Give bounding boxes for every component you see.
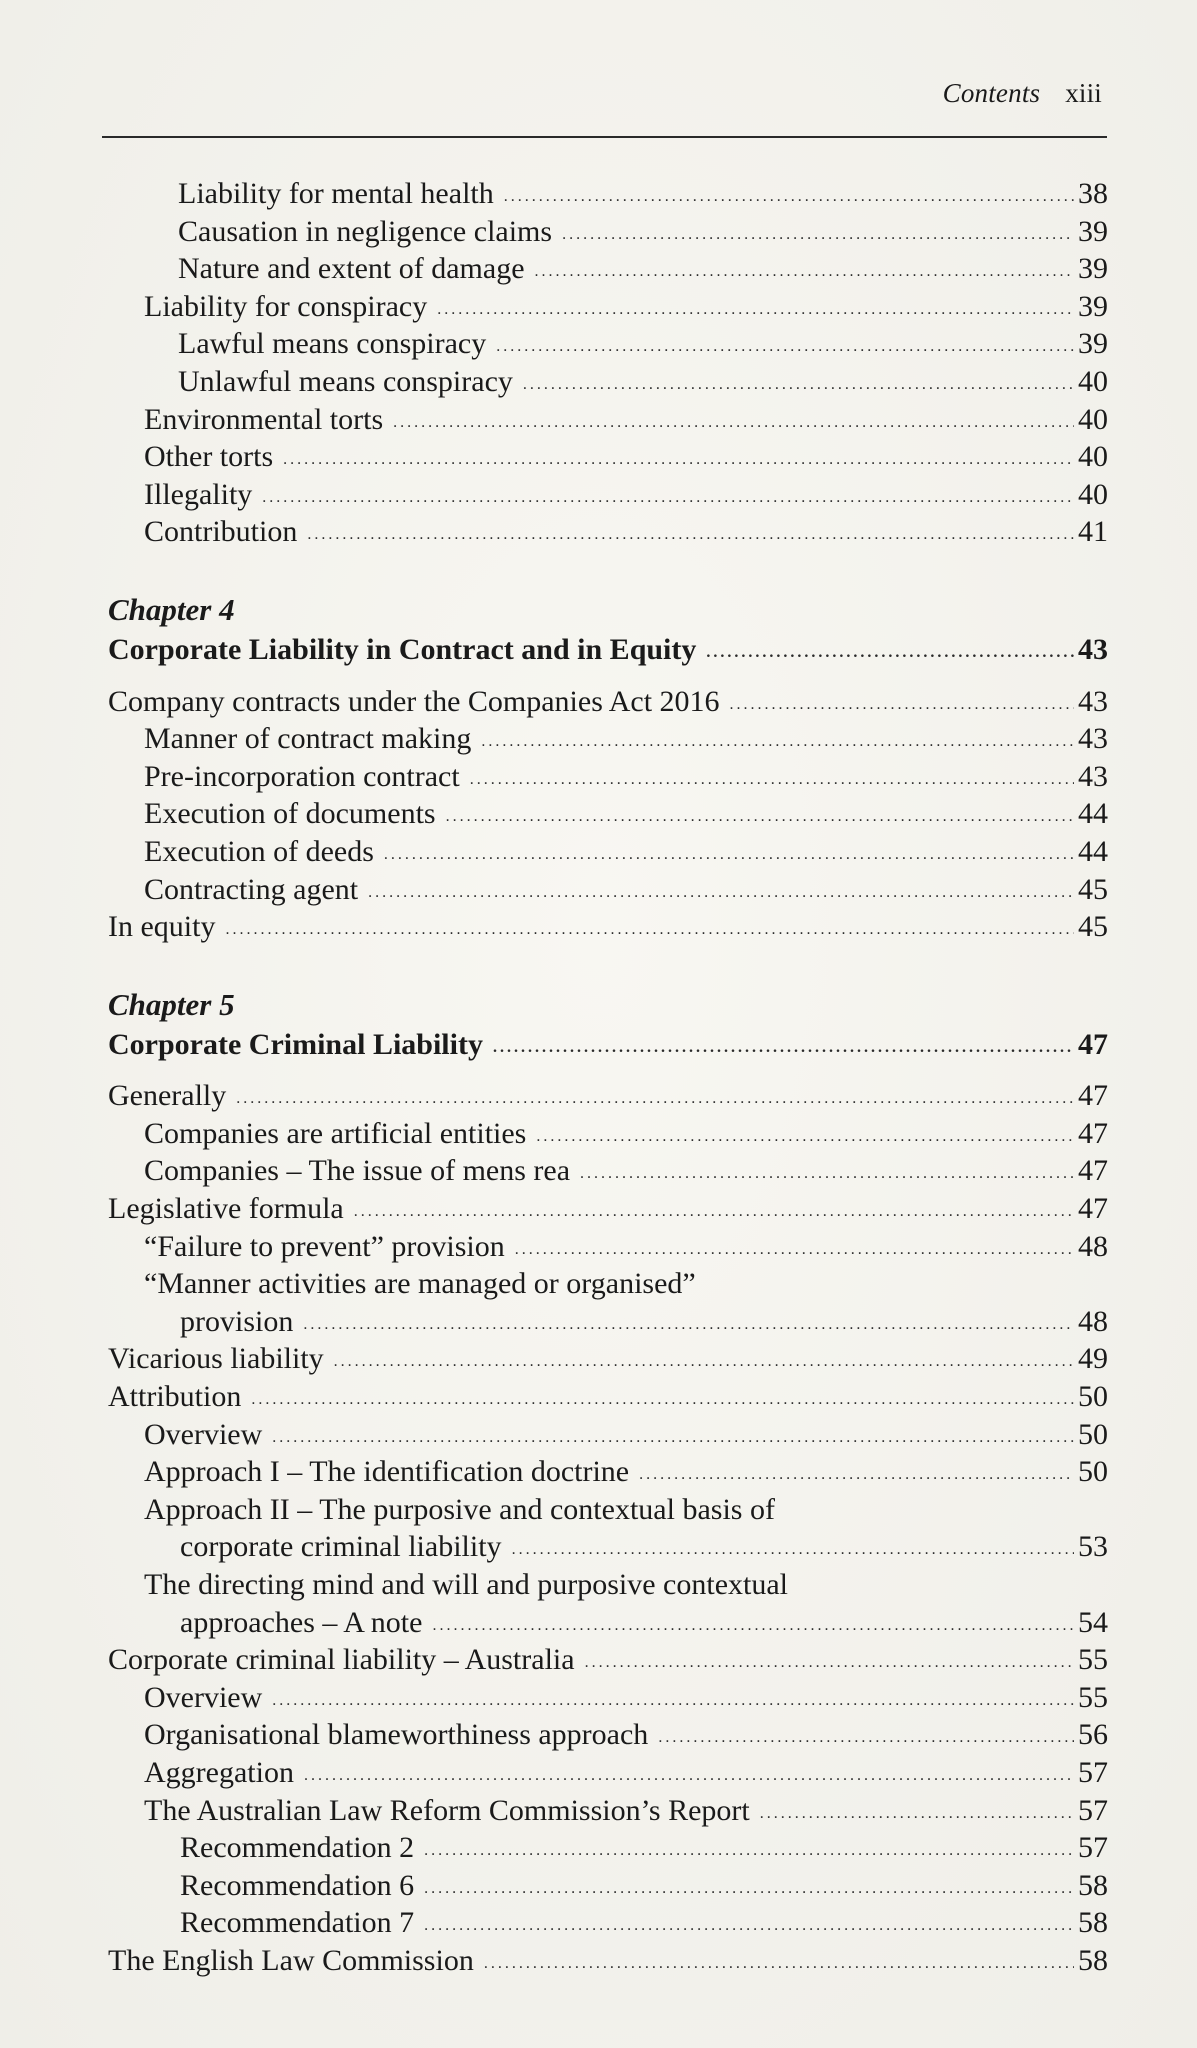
toc-entry-title: Generally bbox=[108, 1079, 227, 1113]
toc-entry bbox=[108, 175, 1108, 213]
toc-entry-title: “Failure to prevent” provision bbox=[144, 1229, 505, 1263]
toc-entry-title: The English Law Commission bbox=[108, 1943, 474, 1977]
toc-entry bbox=[108, 363, 1108, 401]
dot-leader bbox=[432, 1607, 1074, 1645]
toc-entry-title: Lawful means conspiracy bbox=[178, 327, 487, 361]
toc-entry-page-number: 58 bbox=[1078, 1868, 1108, 1902]
toc-entry-title: Liability for mental health bbox=[178, 177, 494, 210]
toc-entry-title: Nature and extent of damage bbox=[178, 252, 525, 286]
toc-entry-title: Company contracts under the Companies Act 2016 bbox=[108, 684, 720, 718]
dot-leader bbox=[368, 874, 1074, 912]
toc-entry-title: Other torts bbox=[144, 440, 274, 474]
table-of-contents bbox=[108, 175, 1108, 1980]
toc-entry-title: Contribution bbox=[144, 515, 298, 549]
toc-entry bbox=[108, 1566, 1108, 1604]
toc-entry-page-number: 47 bbox=[1078, 1154, 1108, 1188]
toc-entry bbox=[108, 795, 1108, 833]
toc-entry bbox=[108, 438, 1108, 476]
dot-leader bbox=[424, 1907, 1074, 1945]
chapter-title-entry bbox=[108, 1026, 1108, 1064]
toc-entry-title: The Australian Law Reform Commission’s Report bbox=[144, 1793, 750, 1827]
toc-entry bbox=[108, 1716, 1108, 1754]
toc-entry bbox=[108, 1340, 1108, 1378]
dot-leader bbox=[658, 1719, 1074, 1757]
dot-leader bbox=[354, 1193, 1074, 1231]
toc-entry bbox=[108, 1416, 1108, 1454]
toc-entry-title: Approach II – The purposive and contextual basis of bbox=[144, 1492, 775, 1526]
chapter-label: Chapter 4 bbox=[108, 591, 235, 627]
dot-leader bbox=[236, 1080, 1074, 1118]
toc-entry bbox=[108, 1528, 1108, 1566]
dot-leader bbox=[493, 1029, 1074, 1067]
toc-entry-page-number: 56 bbox=[1078, 1718, 1108, 1752]
toc-entry bbox=[108, 1077, 1108, 1115]
toc-entry-page-number: 44 bbox=[1078, 797, 1108, 831]
toc-entry bbox=[108, 908, 1108, 946]
toc-entry-title: Vicarious liability bbox=[108, 1342, 324, 1376]
toc-entry-title: Companies – The issue of mens rea bbox=[144, 1154, 571, 1188]
dot-leader bbox=[384, 836, 1074, 874]
dot-leader bbox=[481, 723, 1074, 761]
toc-entry bbox=[108, 1453, 1108, 1491]
toc-entry-page-number: 39 bbox=[1078, 214, 1108, 248]
running-head-page-number: xiii bbox=[1065, 78, 1102, 108]
toc-entry-title: Approach I – The identification doctrine bbox=[144, 1455, 630, 1489]
toc-entry bbox=[108, 1942, 1108, 1980]
toc-entry-title: The directing mind and will and purposive contextual bbox=[144, 1568, 789, 1601]
dot-leader bbox=[307, 516, 1074, 554]
toc-entry bbox=[108, 1228, 1108, 1266]
toc-entry-page-number: 43 bbox=[1078, 684, 1108, 718]
toc-entry-title: Liability for conspiracy bbox=[144, 289, 428, 323]
toc-entry bbox=[108, 871, 1108, 909]
chapter-title-entry bbox=[108, 631, 1108, 669]
toc-entry-page-number: 57 bbox=[1078, 1831, 1108, 1865]
chapter-section bbox=[108, 591, 1108, 946]
running-head bbox=[943, 78, 1102, 109]
toc-entry bbox=[108, 288, 1108, 326]
toc-entry-page-number: 54 bbox=[1078, 1605, 1108, 1639]
toc-entry-page-number: 40 bbox=[1078, 477, 1108, 511]
toc-entry-page-number: 50 bbox=[1078, 1380, 1108, 1414]
toc-entry-title: provision bbox=[180, 1304, 294, 1338]
dot-leader bbox=[272, 1682, 1074, 1720]
toc-entry bbox=[108, 1152, 1108, 1190]
toc-entry-page-number: 39 bbox=[1078, 327, 1108, 361]
dot-leader bbox=[585, 1644, 1074, 1682]
toc-entry-title: Legislative formula bbox=[108, 1192, 344, 1226]
toc-entry-page-number: 39 bbox=[1078, 289, 1108, 323]
toc-entry-title: Corporate criminal liability – Australia bbox=[108, 1643, 575, 1677]
toc-entry-title: “Manner activities are managed or organised” bbox=[144, 1267, 696, 1301]
running-head-label: Contents bbox=[942, 78, 1041, 108]
toc-entry-title: Recommendation 6 bbox=[180, 1868, 415, 1902]
toc-entry bbox=[108, 1190, 1108, 1228]
toc-entry-page-number: 57 bbox=[1078, 1793, 1108, 1827]
toc-entry bbox=[108, 250, 1108, 288]
chapter-title: Corporate Criminal Liability bbox=[108, 1027, 483, 1061]
toc-entry-page-number: 40 bbox=[1078, 402, 1108, 436]
toc-entry-page-number: 40 bbox=[1078, 364, 1108, 398]
toc-entry bbox=[108, 1604, 1108, 1642]
dot-leader bbox=[446, 798, 1074, 836]
dot-leader bbox=[496, 328, 1074, 366]
dot-leader bbox=[580, 1155, 1074, 1193]
toc-entry-page-number: 44 bbox=[1078, 834, 1108, 868]
toc-entry bbox=[108, 1303, 1108, 1341]
toc-entry-page-number: 57 bbox=[1078, 1755, 1108, 1789]
toc-entry-title: Execution of documents bbox=[144, 797, 436, 831]
toc-entry-page-number: 38 bbox=[1078, 177, 1108, 210]
dot-leader bbox=[251, 1381, 1074, 1419]
dot-leader bbox=[393, 404, 1074, 442]
toc-entry bbox=[108, 1867, 1108, 1905]
toc-entry bbox=[108, 683, 1108, 721]
toc-entry-page-number: 43 bbox=[1078, 722, 1108, 756]
toc-entry-page-number: 45 bbox=[1078, 910, 1108, 944]
toc-entry-page-number: 41 bbox=[1078, 515, 1108, 549]
toc-entry bbox=[108, 1792, 1108, 1830]
toc-entry-page-number: 58 bbox=[1078, 1943, 1108, 1977]
dot-leader bbox=[334, 1343, 1074, 1381]
header-rule bbox=[102, 136, 1107, 138]
toc-entry bbox=[108, 833, 1108, 871]
toc-entry-title: Causation in negligence claims bbox=[178, 214, 553, 248]
dot-leader bbox=[303, 1306, 1074, 1344]
toc-entry-title: Companies are artificial entities bbox=[144, 1116, 527, 1150]
toc-entry bbox=[108, 1829, 1108, 1867]
dot-leader bbox=[470, 761, 1074, 799]
toc-entry bbox=[108, 1491, 1108, 1529]
chapter-page-number: 47 bbox=[1078, 1027, 1108, 1061]
dot-leader bbox=[536, 1118, 1074, 1156]
toc-entry-title: Illegality bbox=[144, 477, 253, 511]
toc-entry bbox=[108, 476, 1108, 514]
chapter-page-number: 43 bbox=[1078, 632, 1108, 666]
dot-leader bbox=[760, 1795, 1074, 1833]
toc-entry-title: Overview bbox=[144, 1680, 263, 1714]
toc-entry-page-number: 40 bbox=[1078, 440, 1108, 474]
toc-entry-title: Execution of deeds bbox=[144, 834, 374, 868]
dot-leader bbox=[283, 441, 1074, 479]
toc-entry bbox=[108, 401, 1108, 439]
toc-entry bbox=[108, 1265, 1108, 1303]
toc-entry bbox=[108, 720, 1108, 758]
dot-leader bbox=[523, 366, 1074, 404]
dot-leader bbox=[437, 291, 1074, 329]
chapter-title: Corporate Liability in Contract and in Equity bbox=[108, 632, 697, 666]
toc-entry-page-number: 43 bbox=[1078, 759, 1108, 793]
toc-entry-page-number: 39 bbox=[1078, 252, 1108, 286]
toc-entry-title: Overview bbox=[144, 1417, 263, 1451]
chapter-section bbox=[108, 986, 1108, 1980]
toc-entry-page-number: 47 bbox=[1078, 1079, 1108, 1113]
toc-entry-title: Environmental torts bbox=[144, 402, 384, 436]
dot-leader bbox=[535, 253, 1074, 291]
toc-entry-page-number: 50 bbox=[1078, 1417, 1108, 1451]
toc-entry bbox=[108, 1641, 1108, 1679]
toc-entry bbox=[108, 513, 1108, 551]
toc-entry-page-number: 48 bbox=[1078, 1304, 1108, 1338]
dot-leader bbox=[706, 634, 1074, 672]
dot-leader bbox=[484, 1945, 1074, 1983]
toc-entry-title: Attribution bbox=[108, 1380, 242, 1414]
toc-entry-page-number: 53 bbox=[1078, 1530, 1108, 1564]
toc-entry-title: Organisational blameworthiness approach bbox=[144, 1718, 649, 1752]
toc-entry-page-number: 45 bbox=[1078, 872, 1108, 906]
toc-entry-page-number: 58 bbox=[1078, 1906, 1108, 1940]
toc-entry-page-number: 49 bbox=[1078, 1342, 1108, 1376]
toc-entry-title: Recommendation 2 bbox=[180, 1831, 415, 1865]
chapter-label: Chapter 5 bbox=[108, 986, 235, 1022]
toc-entry-page-number: 55 bbox=[1078, 1643, 1108, 1677]
dot-leader bbox=[512, 1531, 1074, 1569]
toc-entry bbox=[108, 325, 1108, 363]
toc-entry bbox=[108, 1754, 1108, 1792]
toc-entry bbox=[108, 1378, 1108, 1416]
toc-entry-page-number: 47 bbox=[1078, 1116, 1108, 1150]
dot-leader bbox=[562, 216, 1074, 254]
toc-entry bbox=[108, 758, 1108, 796]
dot-leader bbox=[730, 686, 1074, 724]
toc-entry-title: approaches – A note bbox=[180, 1605, 423, 1639]
toc-entry-title: Aggregation bbox=[144, 1755, 294, 1789]
toc-entry-page-number: 55 bbox=[1078, 1680, 1108, 1714]
dot-leader bbox=[304, 1757, 1074, 1795]
toc-entry bbox=[108, 1904, 1108, 1942]
toc-entry bbox=[108, 213, 1108, 251]
dot-leader bbox=[515, 1231, 1074, 1269]
toc-entry-title: Unlawful means conspiracy bbox=[178, 364, 513, 398]
toc-entry-title: Recommendation 7 bbox=[180, 1906, 415, 1940]
toc-entry-title: Contracting agent bbox=[144, 872, 359, 906]
toc-entry-title: In equity bbox=[108, 910, 216, 944]
toc-entry-title: Manner of contract making bbox=[144, 722, 472, 756]
dot-leader bbox=[225, 911, 1074, 949]
toc-entry-page-number: 48 bbox=[1078, 1229, 1108, 1263]
toc-entry-page-number: 47 bbox=[1078, 1192, 1108, 1226]
dot-leader bbox=[424, 1832, 1074, 1870]
dot-leader bbox=[262, 479, 1074, 517]
toc-entry-page-number: 50 bbox=[1078, 1455, 1108, 1489]
dot-leader bbox=[504, 178, 1074, 216]
dot-leader bbox=[272, 1419, 1074, 1457]
dot-leader bbox=[424, 1870, 1074, 1908]
toc-entry bbox=[108, 1115, 1108, 1153]
toc-entry bbox=[108, 1679, 1108, 1717]
toc-entry-title: corporate criminal liability bbox=[180, 1530, 502, 1564]
dot-leader bbox=[639, 1456, 1074, 1494]
toc-entry-title: Pre-incorporation contract bbox=[144, 759, 460, 793]
